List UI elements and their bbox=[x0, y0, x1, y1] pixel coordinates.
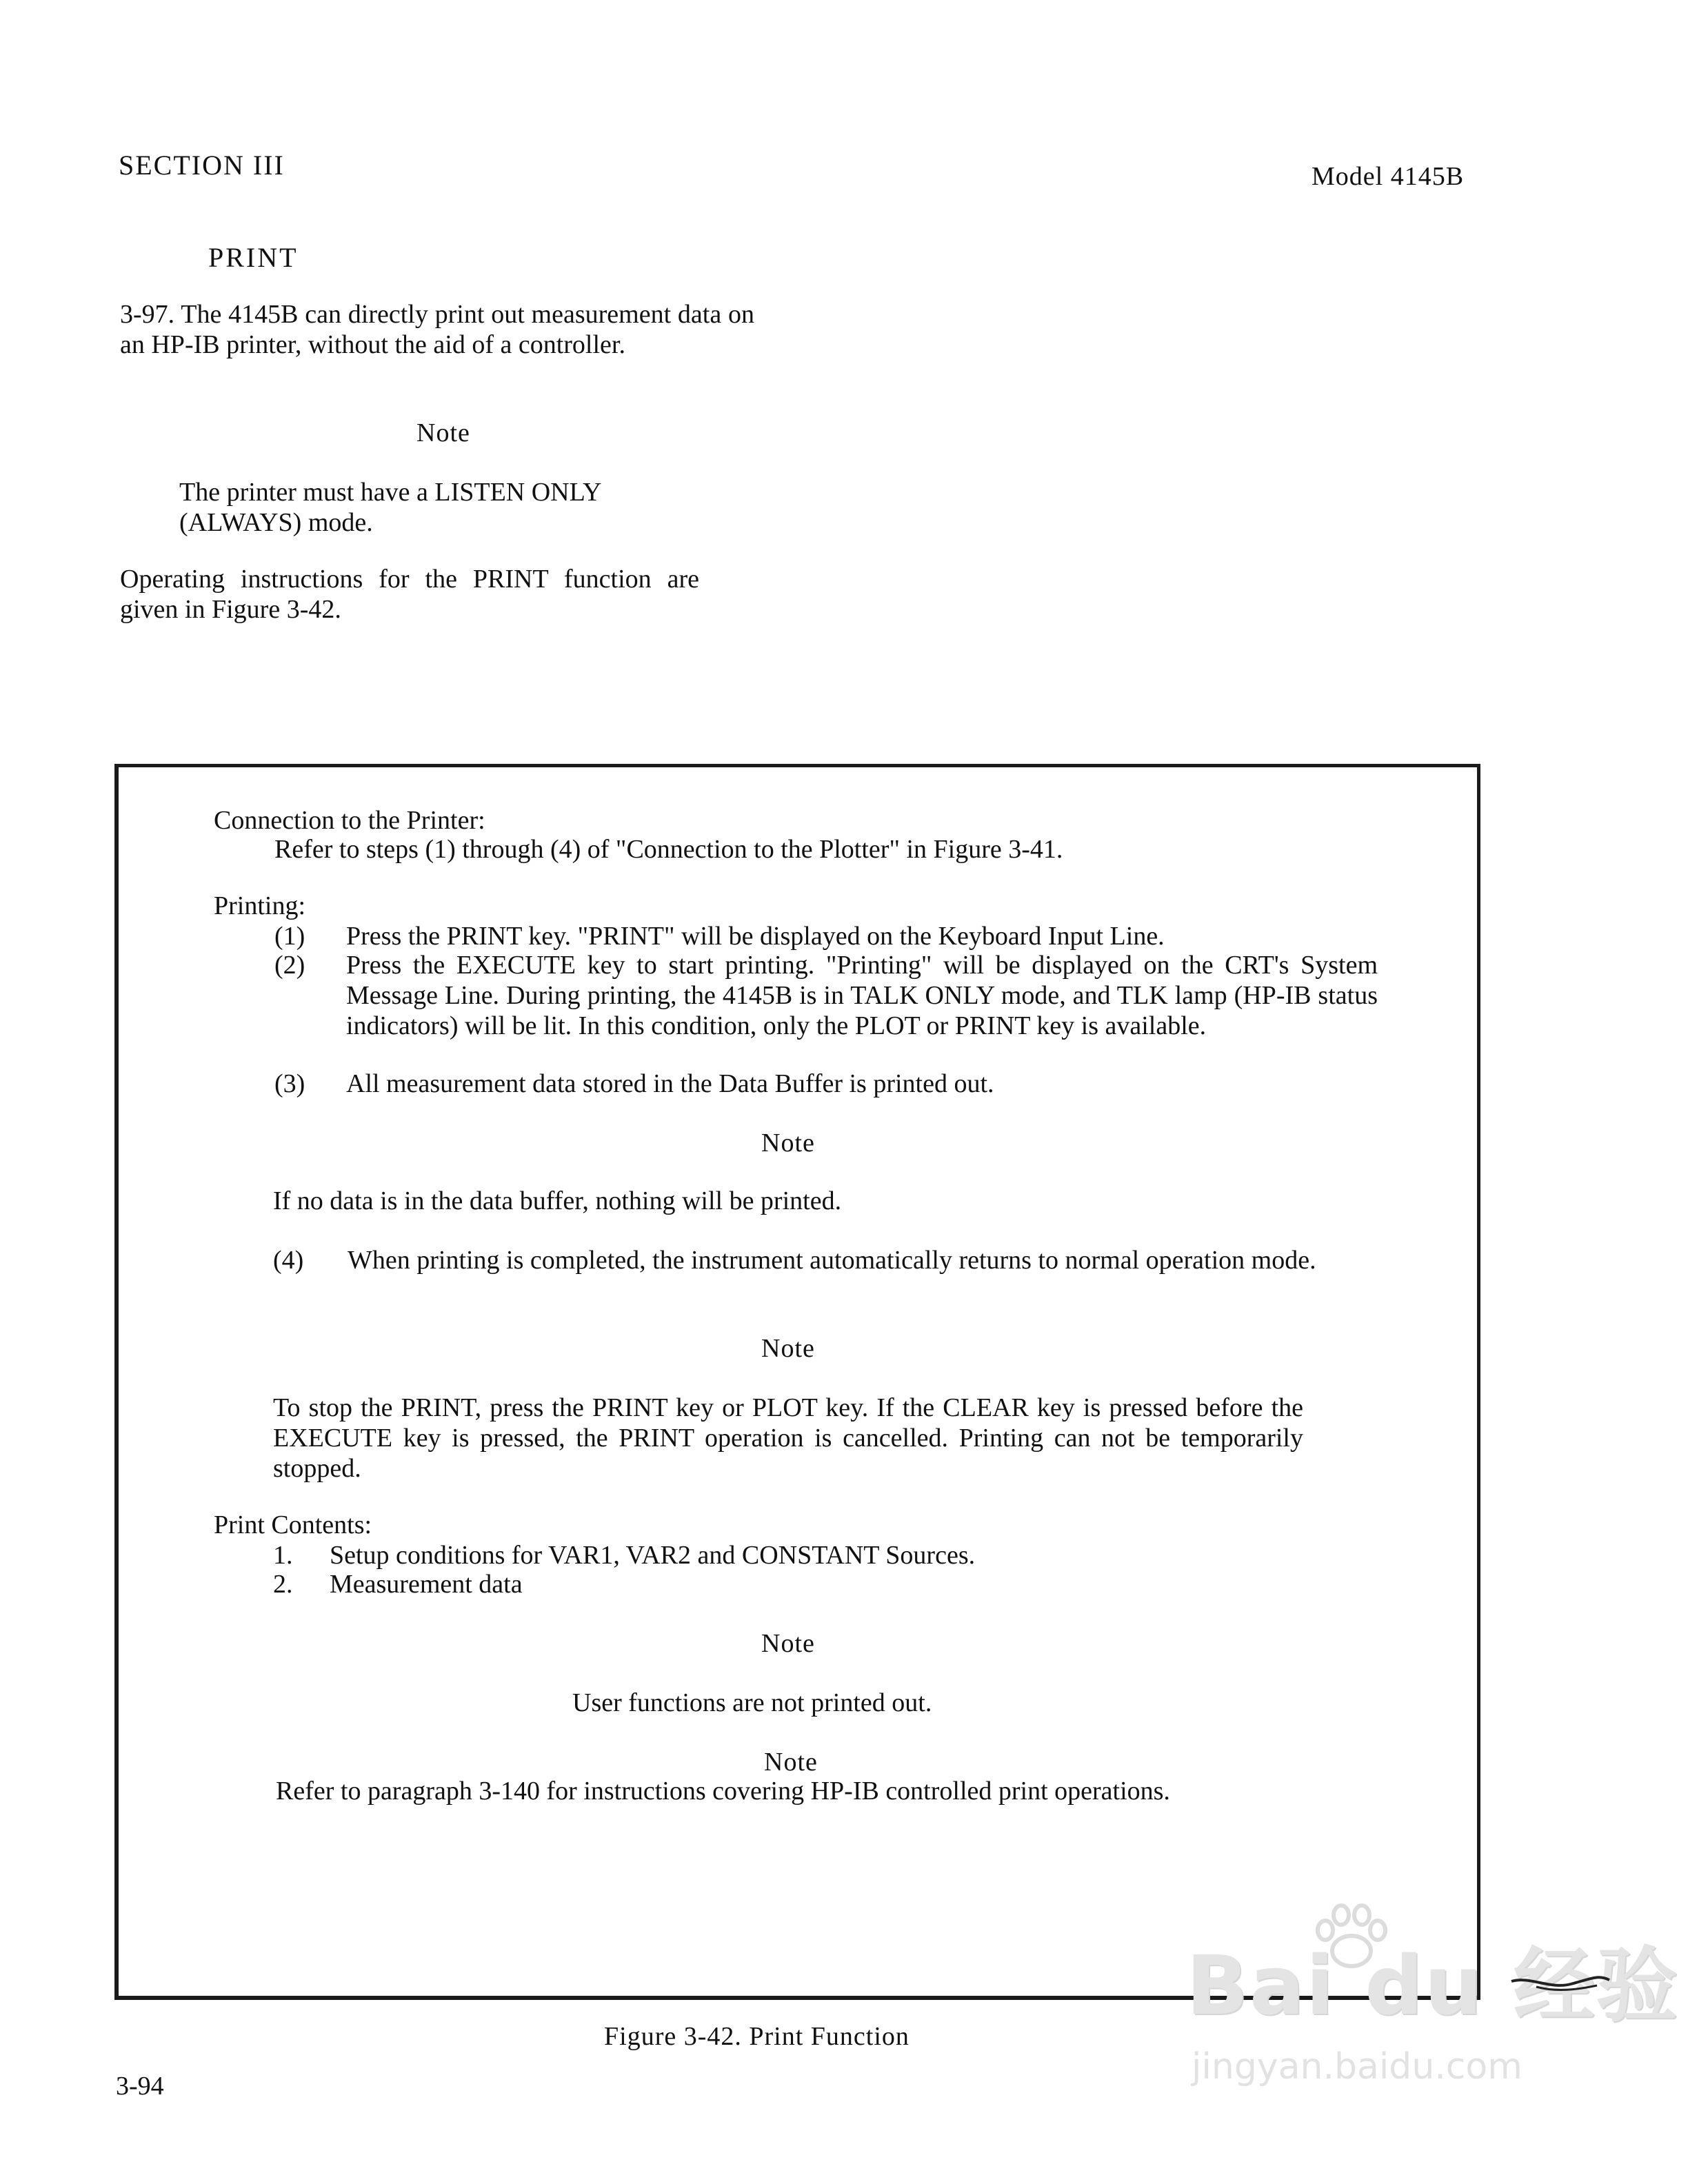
watermark-url: jingyan.baidu.com bbox=[1192, 2046, 1523, 2087]
operating-instructions-paragraph: Operating instructions for the PRINT function are given in Figure 3-42. bbox=[120, 565, 699, 624]
note-text: If no data is in the data buffer, nothing will be printed. bbox=[273, 1186, 842, 1215]
note-label: Note bbox=[761, 1334, 815, 1363]
note-text: User functions are not printed out. bbox=[572, 1688, 932, 1717]
pen-mark bbox=[1509, 1969, 1612, 1996]
note-label: Note bbox=[761, 1629, 815, 1658]
note-label: Note bbox=[761, 1129, 815, 1157]
watermark-logo-text: Bai du 经验 bbox=[1186, 1938, 1679, 2033]
connection-text: Refer to steps (1) through (4) of "Connection to the Plotter" in Figure 3-41. bbox=[274, 835, 1063, 864]
print-contents-title: Print Contents: bbox=[214, 1510, 372, 1539]
step-number: (1) bbox=[274, 922, 305, 951]
list-item-number: 1. bbox=[273, 1541, 293, 1570]
paragraph-3-97: 3-97. The 4145B can directly print out measurement data on an HP-IB printer, without the aid of a controller. bbox=[120, 300, 754, 359]
list-item-text: Measurement data bbox=[330, 1570, 523, 1599]
note-label: Note bbox=[416, 418, 470, 447]
step-number: (3) bbox=[274, 1069, 305, 1098]
print-heading: PRINT bbox=[208, 242, 299, 273]
step-text: Press the PRINT key. "PRINT" will be displayed on the Keyboard Input Line. bbox=[346, 922, 1165, 951]
list-item-text: Setup conditions for VAR1, VAR2 and CONSTANT Sources. bbox=[330, 1541, 976, 1570]
figure-caption: Figure 3-42. Print Function bbox=[604, 2022, 910, 2051]
list-item-number: 2. bbox=[273, 1570, 293, 1599]
step-number: (4) bbox=[273, 1246, 304, 1275]
step-text: When printing is completed, the instrument automatically returns to normal operation mode. bbox=[348, 1246, 1316, 1275]
watermark bbox=[1186, 1903, 1679, 2103]
note-text: The printer must have a LISTEN ONLY (ALWAYS) mode. bbox=[179, 478, 601, 537]
printing-title: Printing: bbox=[214, 891, 306, 920]
step-number: (2) bbox=[274, 951, 305, 980]
model-header: Model 4145B bbox=[1312, 162, 1465, 191]
note-text: To stop the PRINT, press the PRINT key or PLOT key. If the CLEAR key is pressed before the EXECUTE key is pressed, the PRINT operation is cancelled. Printing can not be temporarily stopped. bbox=[273, 1393, 1303, 1483]
step-text: All measurement data stored in the Data Buffer is printed out. bbox=[346, 1069, 994, 1098]
page-number: 3-94 bbox=[116, 2072, 164, 2101]
note-label: Note bbox=[764, 1748, 818, 1777]
section-header: SECTION III bbox=[119, 150, 285, 181]
connection-title: Connection to the Printer: bbox=[214, 806, 485, 835]
step-text: Press the EXECUTE key to start printing. "Printing" will be displayed on the CRT's System Message Line. During printing, the 4145B is in TALK ONLY mode, and TLK lamp (HP-IB status indicators) will be lit. In this condition, only the PLOT or PRINT key is available. bbox=[346, 951, 1378, 1040]
note-text: Refer to paragraph 3-140 for instructions covering HP-IB controlled print operations. bbox=[276, 1777, 1170, 1806]
